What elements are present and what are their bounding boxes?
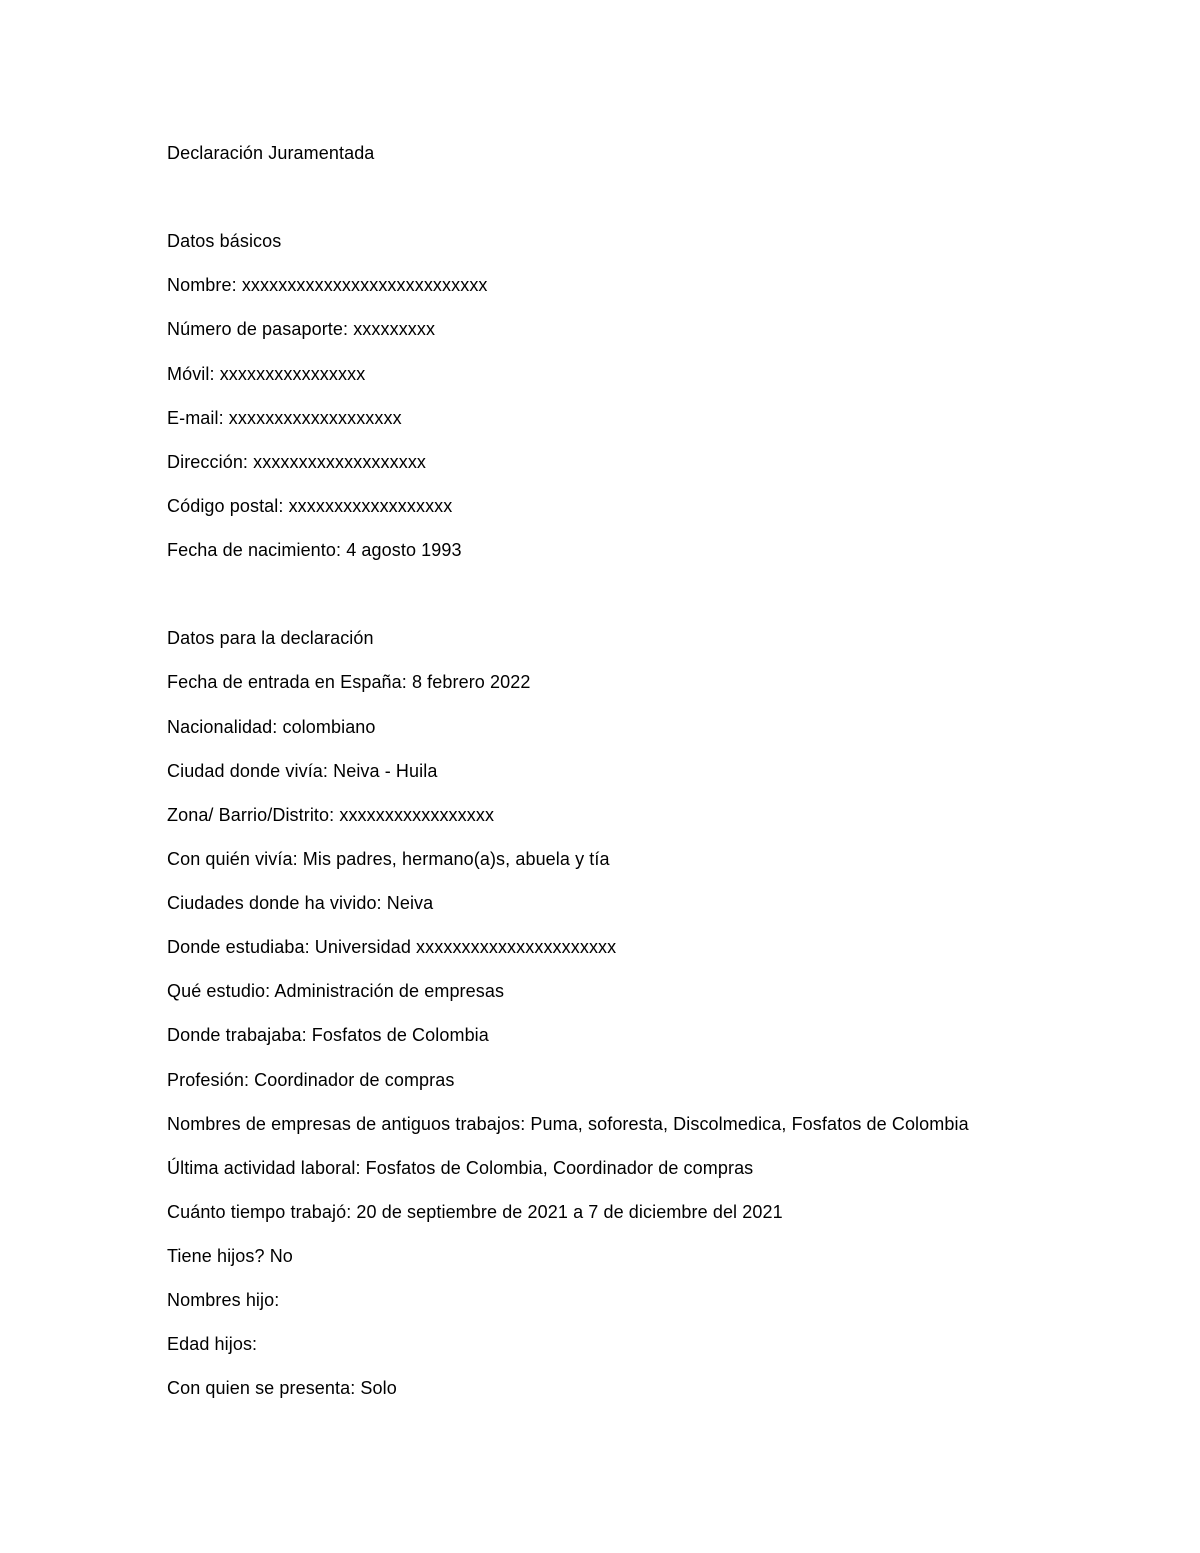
field-nombres-hijo: Nombres hijo: <box>167 1290 280 1310</box>
field-movil: Móvil: xxxxxxxxxxxxxxxx <box>167 364 366 384</box>
field-zona: Zona/ Barrio/Distrito: xxxxxxxxxxxxxxxxx <box>167 805 495 825</box>
basic-section-heading: Datos básicos <box>167 231 282 251</box>
field-con-quien-presenta: Con quien se presenta: Solo <box>167 1378 397 1398</box>
field-tiene-hijos: Tiene hijos? No <box>167 1246 293 1266</box>
document-title: Declaración Juramentada <box>167 143 375 163</box>
field-ciudad: Ciudad donde vivía: Neiva - Huila <box>167 761 438 781</box>
field-ultima-actividad: Última actividad laboral: Fosfatos de Colombia, Coordinador de compras <box>167 1158 754 1178</box>
field-fecha-nacimiento: Fecha de nacimiento: 4 agosto 1993 <box>167 540 462 560</box>
declaration-section-heading: Datos para la declaración <box>167 628 374 648</box>
field-email: E-mail: xxxxxxxxxxxxxxxxxxx <box>167 408 402 428</box>
field-tiempo-trabajo: Cuánto tiempo trabajó: 20 de septiembre de 2021 a 7 de diciembre del 2021 <box>167 1202 783 1222</box>
field-codigo-postal: Código postal: xxxxxxxxxxxxxxxxxx <box>167 496 453 516</box>
field-empresas-antiguas: Nombres de empresas de antiguos trabajos: Puma, soforesta, Discolmedica, Fosfatos de Colombia <box>167 1114 969 1134</box>
field-con-quien-vivia: Con quién vivía: Mis padres, hermano(a)s, abuela y tía <box>167 849 610 869</box>
field-direccion: Dirección: xxxxxxxxxxxxxxxxxxx <box>167 452 427 472</box>
field-ciudades-vivido: Ciudades donde ha vivido: Neiva <box>167 893 434 913</box>
field-donde-estudiaba: Donde estudiaba: Universidad xxxxxxxxxxxxxxxxxxxxxx <box>167 937 617 957</box>
field-edad-hijos: Edad hijos: <box>167 1334 258 1354</box>
field-que-estudio: Qué estudio: Administración de empresas <box>167 981 505 1001</box>
field-profesion: Profesión: Coordinador de compras <box>167 1070 455 1090</box>
field-pasaporte: Número de pasaporte: xxxxxxxxx <box>167 319 436 339</box>
field-fecha-entrada: Fecha de entrada en España: 8 febrero 2022 <box>167 672 531 692</box>
field-donde-trabajaba: Donde trabajaba: Fosfatos de Colombia <box>167 1025 489 1045</box>
field-nacionalidad: Nacionalidad: colombiano <box>167 717 376 737</box>
field-nombre: Nombre: xxxxxxxxxxxxxxxxxxxxxxxxxxx <box>167 275 488 295</box>
